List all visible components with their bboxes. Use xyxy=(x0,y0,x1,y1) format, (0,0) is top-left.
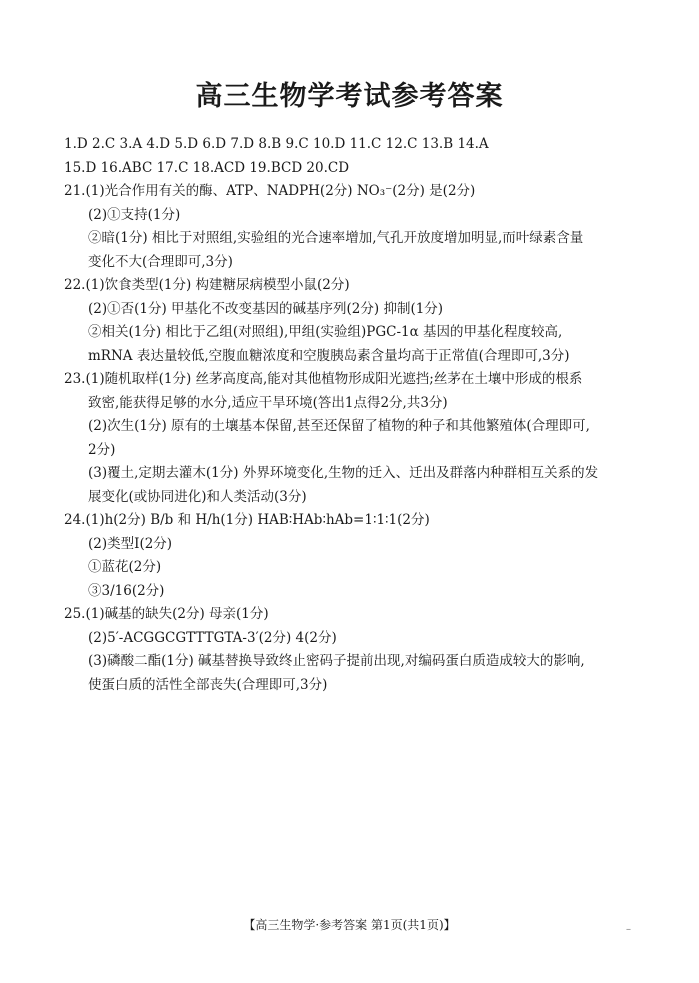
answer-line-q25-2: (2)5′-ACGGCGTTTGTA-3′(2分) 4(2分) xyxy=(88,629,337,646)
answer-line-q23-1: 23.(1)随机取样(1分) 丝茅高度高,能对其他植物形成阳光遮挡;丝茅在土壤中形成的根系 xyxy=(64,371,583,387)
answer-line-q23-4: 2分) xyxy=(88,441,116,458)
answer-line-q25-1: 25.(1)碱基的缺失(2分) 母亲(1分) xyxy=(64,606,269,622)
answer-line-q25-4: 使蛋白质的活性全部丧失(合理即可,3分) xyxy=(88,676,328,693)
page-footer: 【高三生物学·参考答案 第1页(共1页)】 xyxy=(243,918,456,932)
page-title: 高三生物学考试参考答案 xyxy=(195,81,504,112)
answer-line-q23-6: 展变化(或协同进化)和人类活动(3分) xyxy=(88,488,307,505)
answer-key-body xyxy=(64,133,636,697)
answer-line-q21-1: 21.(1)光合作用有关的酶、ATP、NADPH(2分) NO₃⁻(2分) 是(2分) xyxy=(64,183,476,199)
answer-line-q25-3: (3)磷酸二酯(1分) 碱基替换导致终止密码子提前出现,对编码蛋白质造成较大的影响, xyxy=(88,653,585,669)
answer-line-q21-3: ②暗(1分) 相比于对照组,实验组的光合速率增加,气孔开放度增加明显,而叶绿素含量 xyxy=(88,230,584,246)
answer-line-q24-2: (2)类型Ⅰ(2分) xyxy=(88,535,173,552)
answer-line-q23-5: (3)覆土,定期去灌木(1分) 外界环境变化,生物的迁入、迁出及群落内种群相互关系的发 xyxy=(88,465,599,481)
answer-line-q23-2: 致密,能获得足够的水分,适应干旱环境(答出1点得2分,共3分) xyxy=(88,394,448,411)
answer-line-q22-4: mRNA 表达量较低,空腹血糖浓度和空腹胰岛素含量均高于正常值(合理即可,3分) xyxy=(88,347,570,364)
answer-line-q23-3: (2)次生(1分) 原有的土壤基本保留,甚至还保留了植物的种子和其他繁殖体(合理即可, xyxy=(88,418,590,434)
answer-line-choice-2: 15.D 16.ABC 17.C 18.ACD 19.BCD 20.CD xyxy=(64,159,350,176)
answer-line-q21-2: (2)①支持(1分) xyxy=(88,206,181,223)
answer-line-q22-1: 22.(1)饮食类型(1分) 构建糖尿病模型小鼠(2分) xyxy=(64,277,350,293)
answer-line-q24-3: ①蓝花(2分) xyxy=(88,559,162,575)
answer-line-q24-4: ③3/16(2分) xyxy=(88,582,165,599)
answer-line-q21-4: 变化不大(合理即可,3分) xyxy=(88,253,233,270)
corner-mark: – xyxy=(626,924,631,935)
answer-line-q24-1: 24.(1)h(2分) B/b 和 H/h(1分) HAB∶HAb∶hAb=1∶1∶1(2分) xyxy=(64,512,430,528)
answer-line-q22-3: ②相关(1分) 相比于乙组(对照组),甲组(实验组)PGC-1α 基因的甲基化程度较高, xyxy=(88,324,563,340)
answer-line-choice-1: 1.D 2.C 3.A 4.D 5.D 6.D 7.D 8.B 9.C 10.D 11.C 12.C 13.B 14.A xyxy=(64,136,489,152)
answer-line-q22-2: (2)①否(1分) 甲基化不改变基因的碱基序列(2分) 抑制(1分) xyxy=(88,300,444,317)
